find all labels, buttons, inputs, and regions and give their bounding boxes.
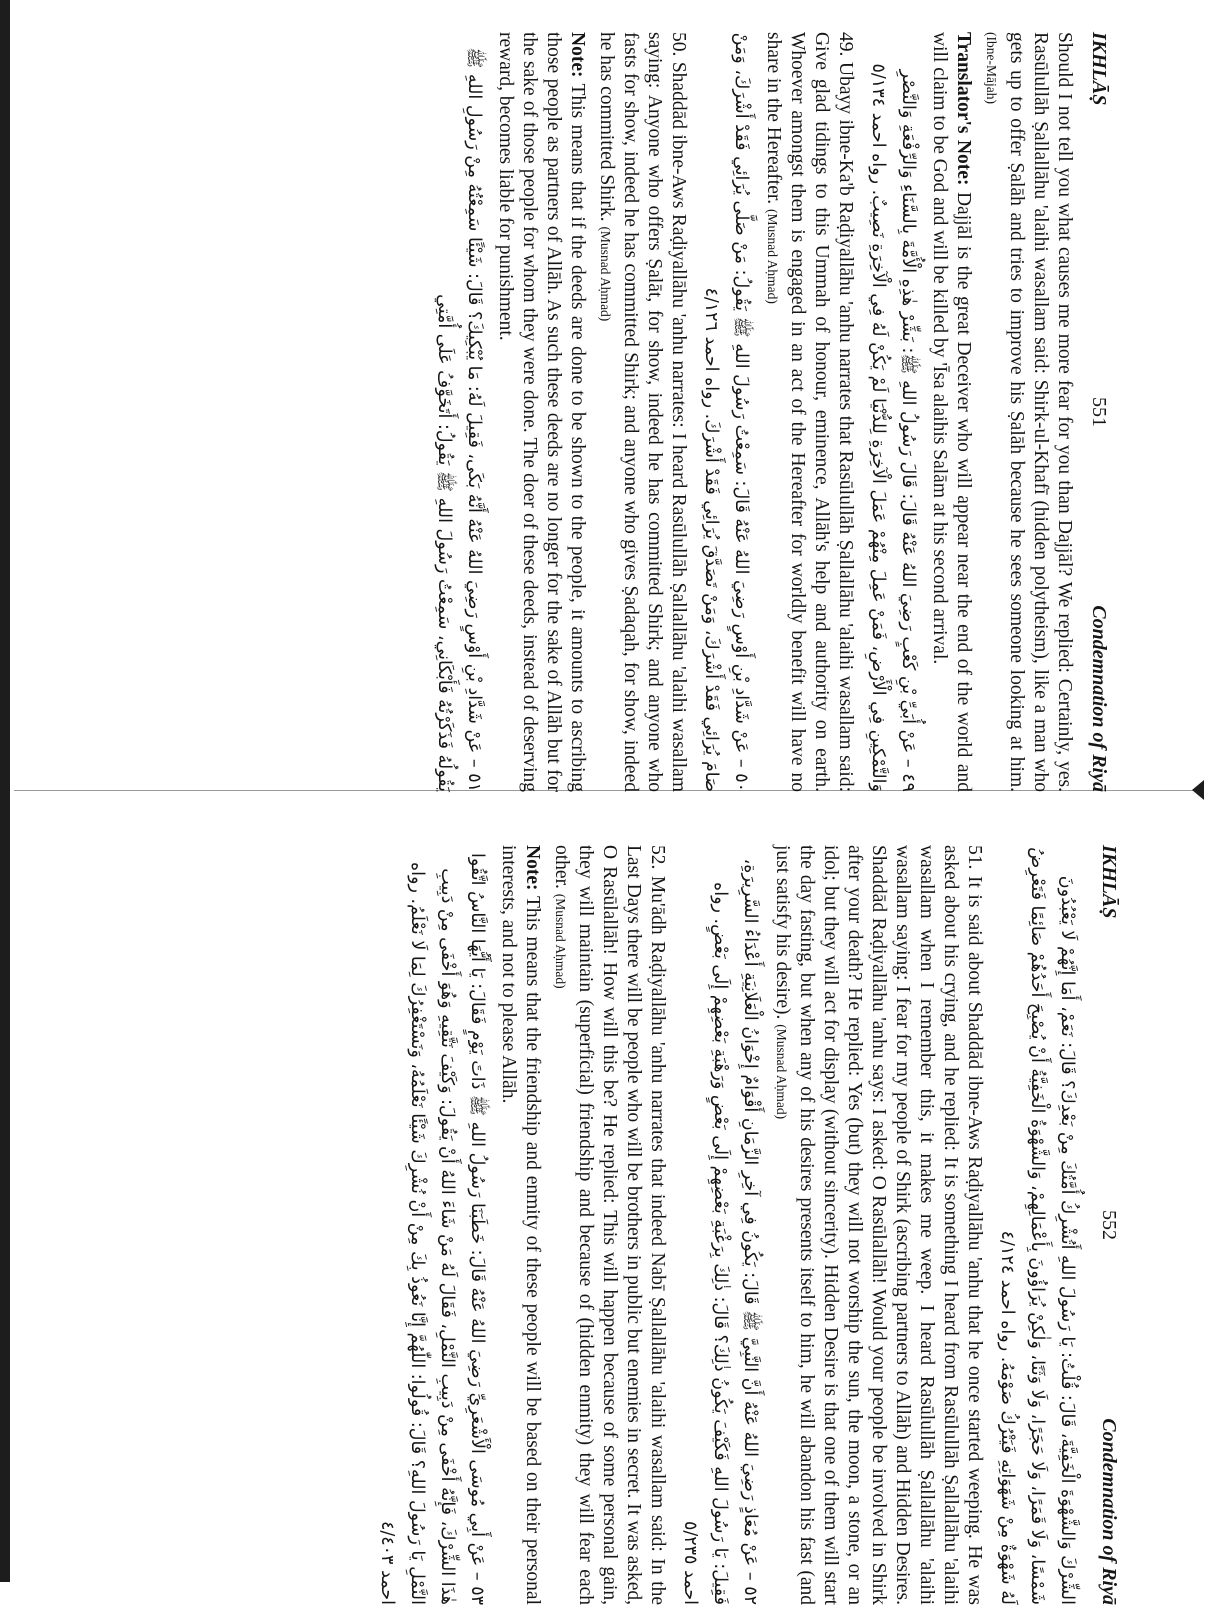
paragraph-text: 51. It is said about Shaddād ibne-Aws Raḍiyallāhu 'anhu that he once started weeping. He was asked about his crying, and he replied: It is something I heard from Rasūlullāh Ṣallallāhu 'alaihi wasallam when I remember this, it makes me weep. I heard Rasūlullāh Ṣallallāhu 'alaihi wasallam saying: I fear for my people of Shirk (ascribing partners to Allāh) and Hidden Desires. Shaddād Raḍiyallāhu 'anhu says: I asked: O Rasūlallāh! Would your people be involved in Shirk after your death? He replied: Yes (but) they will not worship the sun, the moon, a stone, or an idol; but they will act for display (without sincerity). Hidden Desire is that one of them will start the day fasting, but when any of his desires presents itself to him, he will abandon his fast (and just satisfy his desire). <box>772 845 985 1605</box>
page-number: 551 <box>1088 397 1110 427</box>
source-citation: (Musnad Aḥmad) <box>553 893 568 989</box>
page-header <box>1086 845 1120 1605</box>
arabic-hadith-text: ٥١ – عَنْ شَدَّادِ بْنِ أَوْسٍ رَضِيَ اللهُ عَنْهُ أَنَّهُ بَكَى، فَقِيلَ لَهُ: مَا يُبْكِيكَ؟ قَالَ: شَيْئًا سَمِعْتُهُ مِنْ رَسُولِ اللهِ ﷺ يَقُولُهُ فَذَكَرْتُهُ فَأَبْكَانِي، سَمِعْتُ رَسُولَ اللهِ ﷺ يَقُولُ: أَتَخَوَّفُ عَلَى أُمَّتِي <box>434 47 484 792</box>
paragraph-text: Should I not tell you what causes me more fear for you than Dajjāl? We replied: Certainly, yes. Rasūlullāh Ṣallallāhu 'alaihi wasallam said: Shirk-ul-Khafī (hidden polytheism), like a man who gets up to offer Ṣalāh and tries to improve his Ṣalāh because he sees someone looking at him. <box>1006 32 1075 792</box>
gutter-marker-icon <box>1192 780 1204 800</box>
page-header <box>1076 32 1110 792</box>
source-citation: (Musnad Aḥmad) <box>774 1024 789 1120</box>
translation-paragraph <box>493 32 589 792</box>
translation-paragraph <box>496 845 544 1605</box>
arabic-hadith-text: ٥٠ – عَنْ شَدَّادِ بْنِ أَوْسٍ رَضِيَ اللهُ عَنْهُ قَالَ: سَمِعْتُ رَسُولَ اللهِ ﷺ يَقُولُ: مَنْ صَلَّى يُرَائِي فَقَدْ أَشْرَكَ، وَمَنْ صَامَ يُرَائِي فَقَدْ أَشْرَكَ، وَمَنْ تَصَدَّقَ يُرَائِي فَقَدْ أَشْرَكَ. رواه احمد ٤/١٢٦ <box>701 32 751 792</box>
paragraph-text: This means that the friendship and enmity of these people will be based on their personal interests, and not to please Allāh. <box>498 845 543 1605</box>
source-citation: (Ibne-Mājah) <box>984 32 999 104</box>
paragraph-text: This means that if the deeds are done to be shown to the people, it amounts to ascribing those people as partners of Allāh. As such these deeds are no longer for the sake of Allāh but for the sake of those people for whom they were done. The doer of these deeds, instead of deserving reward, becomes liable for punishment. <box>495 32 588 792</box>
translation-paragraph <box>927 32 975 792</box>
translation-paragraph <box>548 845 669 1605</box>
paragraph-text: 52. Mu'ādh Raḍiyallāhu 'anhu narrates that indeed Nabī Ṣallallāhu 'alaihi wasallam said: In the Last Days there will be people who will be brothers in public but enemies in secret. It was asked, O Rasūlallāh! How will this be? He replied: This will happen because of some personal gain, they will maintain (superficial) friendship and because of (hidden enmity) they will fear each other. <box>551 845 668 1605</box>
arabic-hadith-text: ٤٩ – عَنْ أُبَيِّ بْنِ كَعْبٍ رَضِيَ اللهُ عَنْهُ قَالَ: قَالَ رَسُولُ اللهِ ﷺ: بَشِّرْ هٰذِهِ الْأُمَّةَ بِالسَّنَاءِ وَالرِّفْعَةِ وَالنَّصْرِ وَالتَّمْكِينِ فِي الْأَرْضِ، فَمَنْ عَمِلَ مِنْهُمْ عَمَلَ الْآخِرَةِ لِلدُّنْيَا لَمْ يَكُنْ لَهُ فِي الْآخِرَةِ نَصِيبٌ. رواه احمد ٥/١٣٤ <box>868 63 918 792</box>
note-label: Translator's Note: <box>953 32 974 186</box>
page-number: 552 <box>1098 1210 1120 1240</box>
translation-paragraph <box>593 32 690 792</box>
scan-edge-shadow <box>0 0 10 1582</box>
paragraph-text: 49. Ubayy ibne-Ka'b Raḍiyallāhu 'anhu narrates that Rasūlullāh Ṣallallāhu 'alaihi wasallam said: Give glad tidings to this Ummah of honour, eminence, Allāh's help and authority on earth. Whoever amongst them is engaged in an act of the Hereafter for worldly benefit will have no share in the Hereafter. <box>763 32 856 792</box>
chapter-title: Condemnation of Riyā <box>1098 1418 1120 1605</box>
arabic-hadith-text: ٥٢ – عَنْ مُعَاذٍ رَضِيَ اللهُ عَنْهُ أَنَّ النَّبِيَّ ﷺ قَالَ: يَكُونُ فِي آخِرِ الزَّمَانِ أَقْوَامٌ إِخْوَانُ الْعَلَانِيَةِ أَعْدَاءُ السَّرِيرَةِ، فَقِيلَ: يَا رَسُولَ اللهِ فَكَيْفَ يَكُونُ ذٰلِكَ؟ قَالَ: ذٰلِكَ بِرَغْبَةِ بَعْضِهِمْ إِلَى بَعْضٍ وَرَهْبَةِ بَعْضِهِمْ إِلَى بَعْضٍ. رواه احمد ٥/٢٣٥ <box>680 858 760 1605</box>
paragraph-text: Dajjāl is the great Deceiver who will appear near the end of the world and will claim to be God and will be killed by 'Īsa alaihis Salām at his second arrival. <box>929 32 974 792</box>
note-label: Note: <box>567 32 588 78</box>
paragraph-text: 50. Shaddād ibne-Aws Raḍiyallāhu 'anhu narrates: I heard Rasūlullāh Ṣallallāhu 'alaihi wasallam saying: Anyone who offers Ṣalāt, for show, indeed he has committed Shirk; and anyone who fasts for show, indeed he has committed Shirk; and anyone who gives Ṣadaqah, for show, indeed he has committed Shirk. <box>596 32 689 792</box>
running-title: IKHLĀṢ <box>1088 32 1110 106</box>
arabic-hadith-text: الشِّرْكَ وَالشَّهْوَةَ الْخَفِيَّةَ، قَالَ: قُلْتُ: يَا رَسُولَ اللهِ أَتُشْرِكُ أُمَّتُكَ مِنْ بَعْدِكَ؟ قَالَ: نَعَمْ، أَمَا إِنَّهُمْ لَا يَعْبُدُونَ شَمْسًا، وَلَا قَمَرًا، وَلَا حَجَرًا، وَلَا وَثَنًا، وَلٰكِنْ يُرَاؤُونَ بِأَعْمَالِهِمْ، وَالشَّهْوَةُ الْخَفِيَّةُ أَنْ يُصْبِحَ أَحَدُهُمْ صَائِمًا فَتَعْرِضُ لَهُ شَهْوَةٌ مِنْ شَهَوَاتِهِ فَيَتْرُكُ صَوْمَهُ. رواه احمد ٤/١٢٤ <box>997 847 1077 1605</box>
translation-paragraph <box>769 845 986 1605</box>
source-citation: (Musnad Aḥmad) <box>598 226 613 322</box>
source-citation: (Musnad Aḥmad) <box>765 209 780 304</box>
chapter-title: Condemnation of Riyā <box>1088 605 1110 792</box>
arabic-hadith-text: ٥٣ – عَنْ أَبِي مُوسَى الْأَشْعَرِيِّ رَضِيَ اللهُ عَنْهُ قَالَ: خَطَبَنَا رَسُولُ اللهِ ﷺ ذَاتَ يَوْمٍ فَقَالَ: يَا أَيُّهَا النَّاسُ اتَّقُوا هٰذَا الشِّرْكَ، فَإِنَّهُ أَخْفَى مِنْ دَبِيبِ النَّمْلِ، فَقَالَ لَهُ مَنْ شَاءَ اللهُ أَنْ يَقُولَ: وَكَيْفَ نَتَّقِيهِ وَهُوَ أَخْفَى مِنْ دَبِيبِ النَّمْلِ يَا رَسُولَ اللهِ؟ قَالَ: قُولُوا: اللّٰهُمَّ إِنَّا نَعُوذُ بِكَ مِنْ أَنْ نُشْرِكَ شَيْئًا نَعْلَمُهُ، وَنَسْتَغْفِرُكَ لِمَا لَا نَعْلَمُ. رواه احمد ٤/٤٠٣ <box>377 852 487 1605</box>
translation-paragraph <box>760 32 857 792</box>
note-label: Note: <box>522 845 543 891</box>
page-552 <box>40 845 1120 1605</box>
page-551 <box>30 32 1110 792</box>
running-title: IKHLĀṢ <box>1098 845 1120 919</box>
translation-paragraph <box>979 32 1076 792</box>
